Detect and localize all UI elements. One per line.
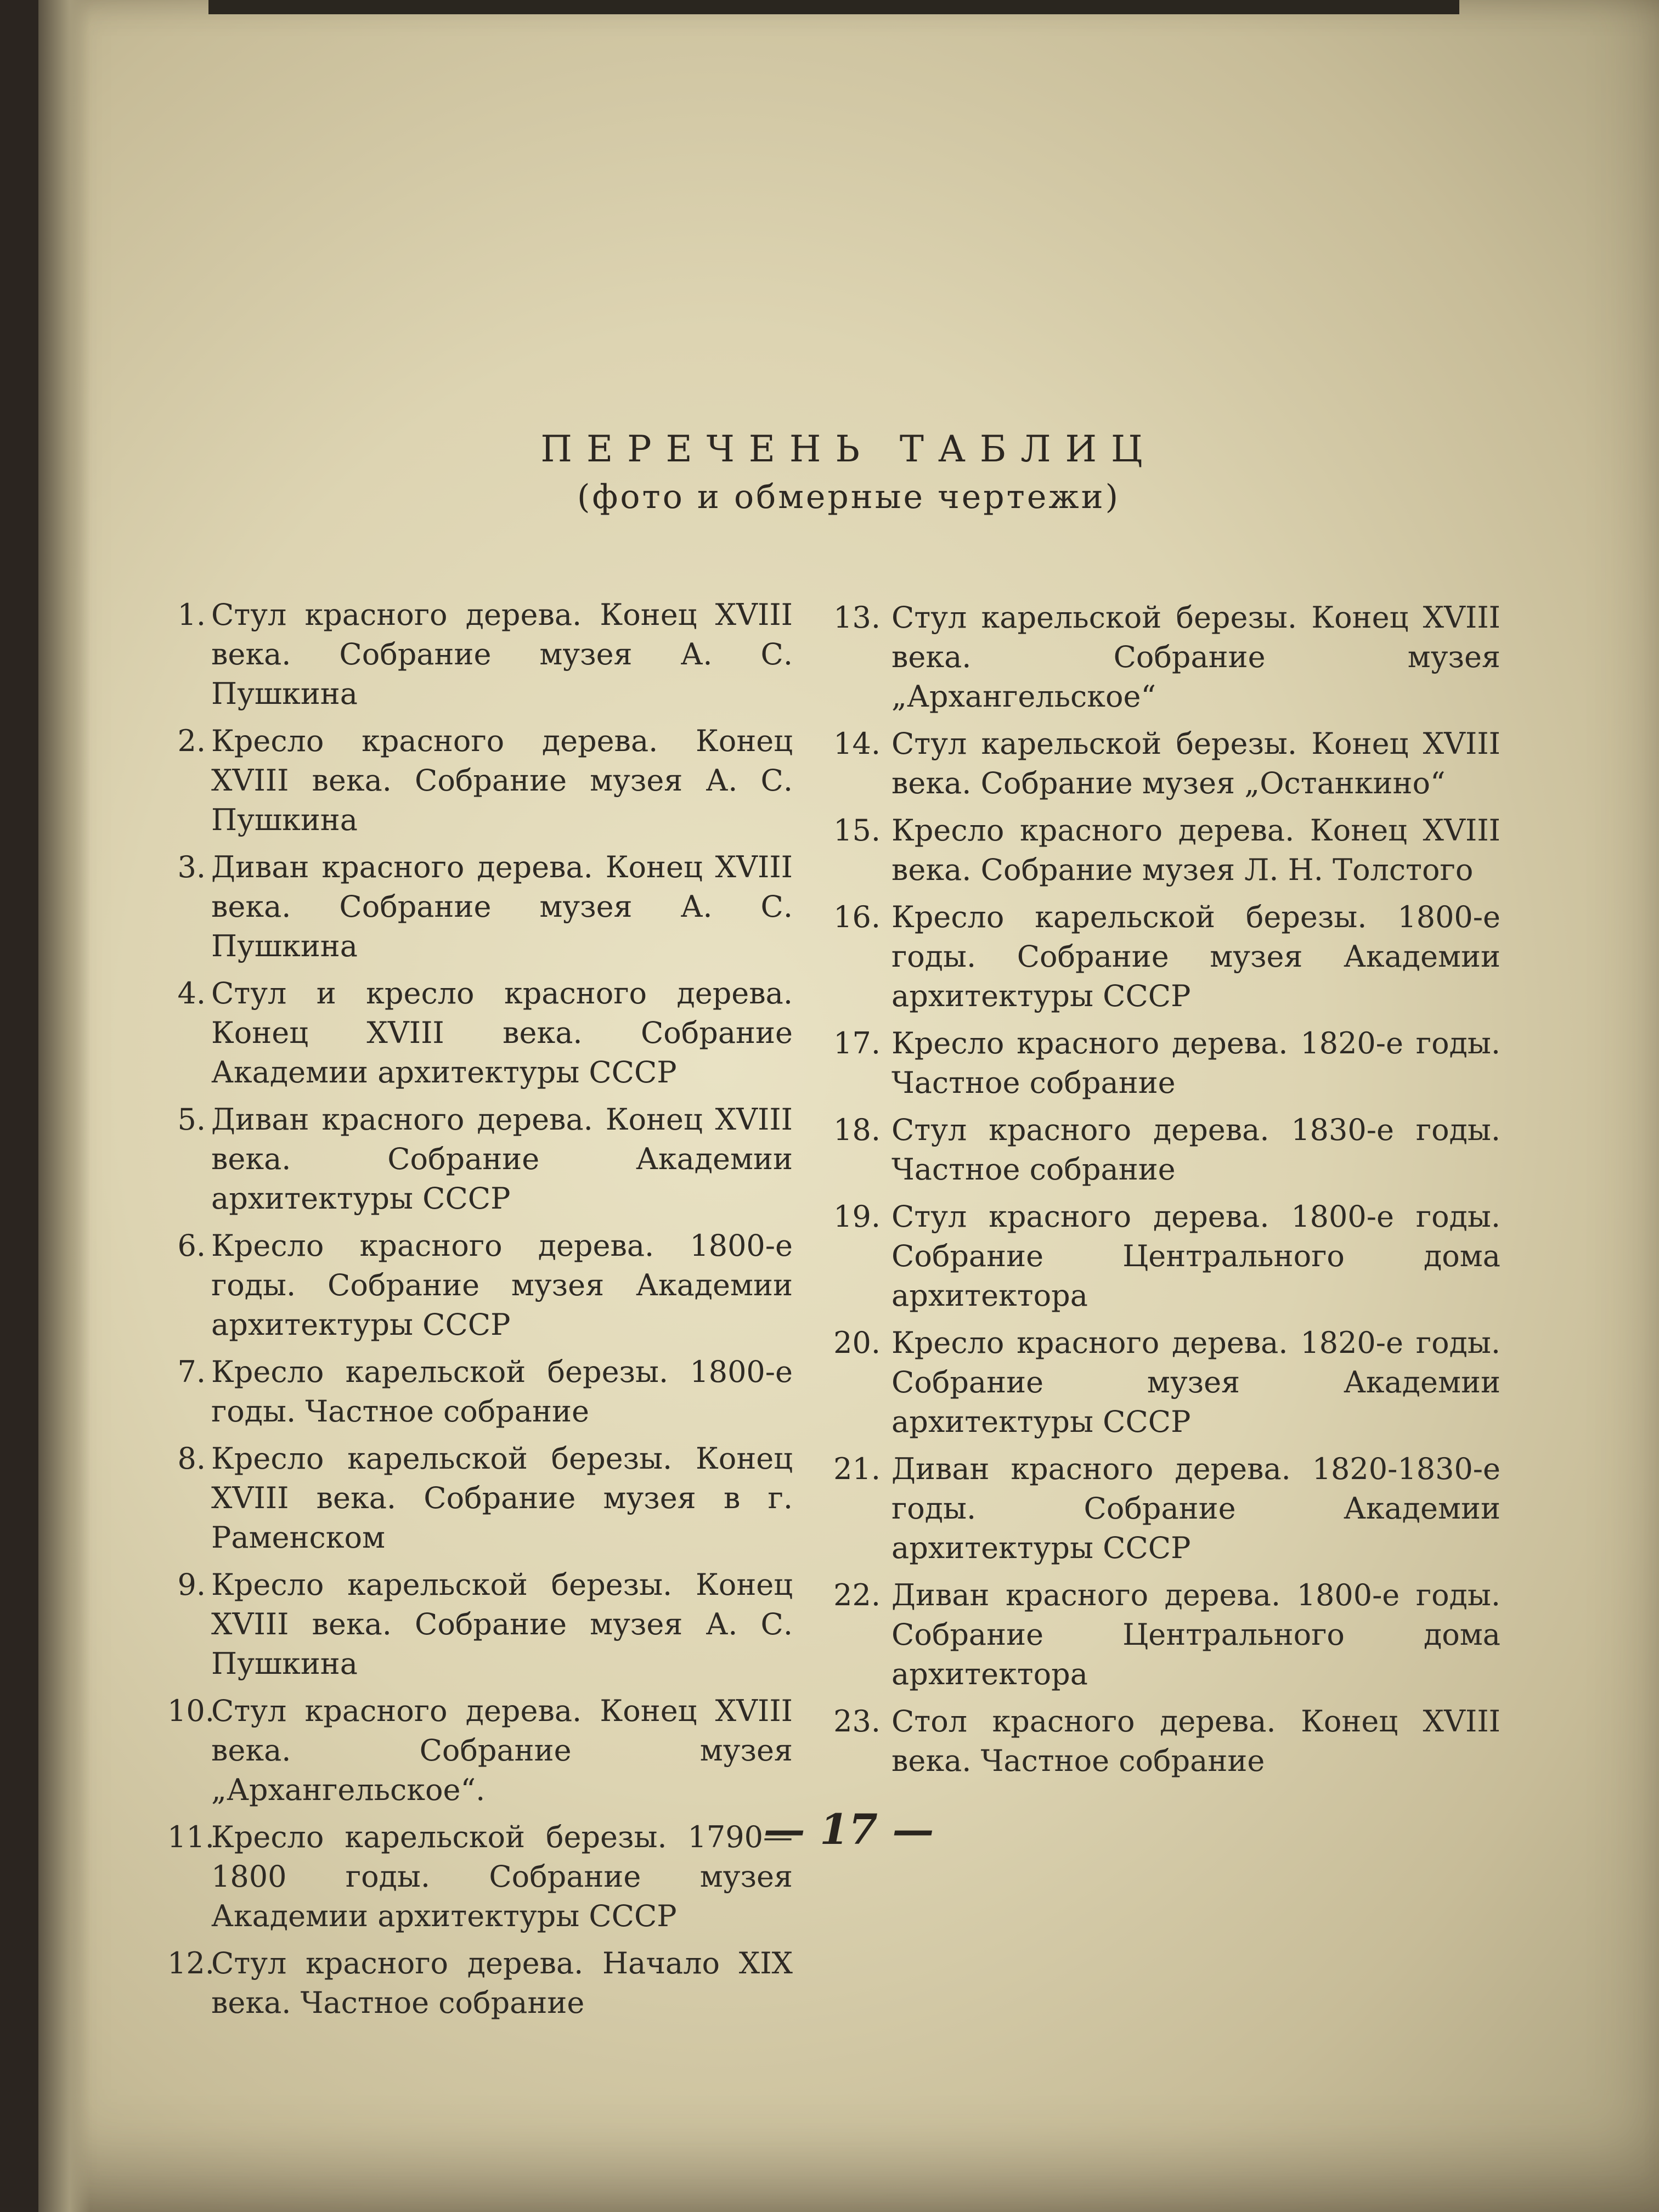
item-text: Стул красного дерева. Начало XIX века. Частное собрание xyxy=(211,1946,793,2020)
item-number: 8. xyxy=(177,1441,206,1476)
item-number: 11. xyxy=(167,1820,215,1854)
item-text: Стул карельской березы. Конец XVIII века. Собрание музея „Архангельское“ xyxy=(891,600,1500,714)
item-number: 14. xyxy=(833,726,881,761)
list-item xyxy=(820,898,1500,1016)
item-number: 18. xyxy=(833,1113,881,1147)
item-text: Кресло карельской березы. 1800-е годы. Частное собрание xyxy=(211,1355,793,1429)
item-text: Стол красного дерева. Конец XVIII века. Частное собрание xyxy=(891,1704,1500,1778)
item-text: Стул карельской березы. Конец XVIII века. Собрание музея „Останкино“ xyxy=(891,726,1500,800)
list-item xyxy=(167,1691,793,1810)
list-item xyxy=(167,1565,793,1684)
item-text: Кресло красного дерева. 1800-е годы. Собрание музея Академии архитектуры СССР xyxy=(211,1228,793,1342)
list-item xyxy=(167,595,793,714)
list-item xyxy=(820,1110,1500,1189)
item-number: 21. xyxy=(833,1452,881,1486)
item-number: 17. xyxy=(833,1026,881,1060)
item-number: 13. xyxy=(833,600,881,635)
item-text: Стул красного дерева. Конец XVIII века. Собрание музея А. С. Пушкина xyxy=(211,597,793,711)
item-text: Стул красного дерева. Конец XVIII века. Собрание музея „Архангельское“. xyxy=(211,1694,793,1807)
item-number: 19. xyxy=(833,1199,881,1234)
list-item xyxy=(820,1197,1500,1316)
item-number: 10. xyxy=(167,1694,215,1728)
item-text: Кресло красного дерева. Конец XVIII века. Собрание музея Л. Н. Толстого xyxy=(891,813,1500,887)
item-text: Диван красного дерева. 1800-е годы. Собрание Центрального дома архитектора xyxy=(891,1578,1500,1691)
item-number: 20. xyxy=(833,1325,881,1360)
list-item xyxy=(820,1702,1500,1781)
list-item xyxy=(167,1226,793,1345)
list-item xyxy=(167,721,793,840)
list-item xyxy=(167,848,793,966)
list-item xyxy=(167,974,793,1092)
page-subtitle: (фото и обмерные чертежи) xyxy=(577,478,1120,516)
item-text: Диван красного дерева. Конец XVIII века. Собрание музея А. С. Пушкина xyxy=(211,850,793,963)
item-text: Диван красного дерева. 1820-1830-е годы. Собрание Академии архитектуры СССР xyxy=(891,1452,1500,1565)
list-item xyxy=(820,1323,1500,1442)
item-text: Стул красного дерева. 1830-е годы. Частное собрание xyxy=(891,1113,1500,1187)
list-item xyxy=(820,1024,1500,1103)
book-page xyxy=(38,0,1659,2212)
list-item xyxy=(820,1576,1500,1694)
item-text: Кресло красного дерева. 1820-е годы. Частное собрание xyxy=(891,1026,1500,1100)
item-number: 23. xyxy=(833,1704,881,1739)
item-text: Кресло карельской березы. 1800-е годы. Собрание музея Академии архитектуры СССР xyxy=(891,900,1500,1013)
list-item xyxy=(167,1352,793,1431)
item-number: 12. xyxy=(167,1946,215,1980)
item-text: Кресло красного дерева. 1820-е годы. Собрание музея Академии архитектуры СССР xyxy=(891,1325,1500,1439)
title-block xyxy=(38,428,1659,516)
list-item xyxy=(167,1439,793,1558)
item-number: 4. xyxy=(177,976,206,1011)
item-number: 9. xyxy=(177,1567,206,1602)
item-number: 5. xyxy=(177,1102,206,1137)
item-text: Стул красного дерева. 1800-е годы. Собрание Центрального дома архитектора xyxy=(891,1199,1500,1313)
page-number: — 17 — xyxy=(763,1805,934,1854)
list-item xyxy=(167,1100,793,1218)
right-column xyxy=(820,598,1500,1788)
list-item xyxy=(820,598,1500,716)
item-number: 1. xyxy=(177,597,206,632)
list-item xyxy=(167,1944,793,2023)
item-number: 16. xyxy=(833,900,881,934)
item-number: 3. xyxy=(177,850,206,884)
list-item xyxy=(820,1449,1500,1568)
item-number: 15. xyxy=(833,813,881,848)
list-item xyxy=(820,724,1500,803)
item-number: 7. xyxy=(177,1355,206,1389)
item-text: Стул и кресло красного дерева. Конец XVIII века. Собрание Академии архитектуры СССР xyxy=(211,976,793,1090)
list-item xyxy=(820,811,1500,890)
item-text: Кресло красного дерева. Конец XVIII века. Собрание музея А. С. Пушкина xyxy=(211,724,793,837)
item-text: Диван красного дерева. Конец XVIII века. Собрание Академии архитектуры СССР xyxy=(211,1102,793,1216)
item-number: 22. xyxy=(833,1578,881,1612)
item-number: 2. xyxy=(177,724,206,758)
item-text: Кресло карельской березы. 1790—1800 годы. Собрание музея Академии архитектуры СССР xyxy=(211,1820,793,1933)
top-rule xyxy=(208,0,1459,14)
page-title: ПЕРЕЧЕНЬ ТАБЛИЦ xyxy=(540,428,1157,470)
spine-shadow xyxy=(38,0,91,2212)
item-text: Кресло карельской березы. Конец XVIII века. Собрание музея А. С. Пушкина xyxy=(211,1567,793,1681)
item-number: 6. xyxy=(177,1228,206,1263)
item-text: Кресло карельской березы. Конец XVIII века. Собрание музея в г. Раменском xyxy=(211,1441,793,1555)
